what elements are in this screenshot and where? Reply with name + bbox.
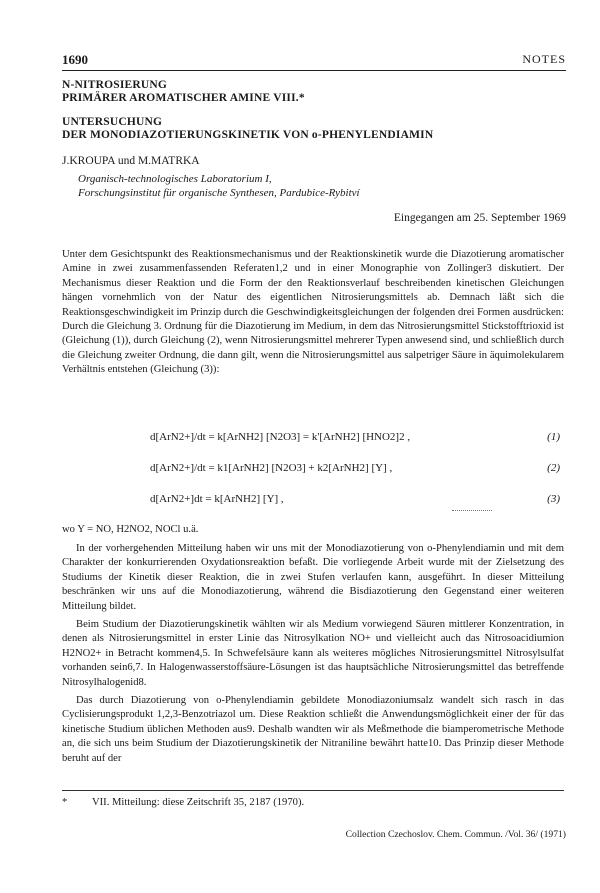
footnote-marker: * xyxy=(62,797,68,808)
equation-formula: d[ArN2+]/dt = k[ArNH2] [N2O3] = k'[ArNH2] [HNO2]2 , xyxy=(150,431,411,443)
title-block-1 xyxy=(62,79,582,105)
equation xyxy=(62,493,564,509)
footnote-text: VII. Mitteilung: diese Zeitschrift 35, 2187 (1970). xyxy=(92,797,305,808)
equation-number: (1) xyxy=(547,431,560,443)
body-paragraph: Das durch Diazotierung von o-Phenylendiamin gebildete Monodiazoniumsalz wandelt sich rasch in das Cyclisierungsprodukt 1,2,3-Benzotriazol um. Diese Reaktion schließt die Anwendungsmöglichkeit einer der für das kinetische Studium üblichen Methoden aus9. Deshalb wandten wir als Meßmethode die biamperometrische Methode an, die sich uns beim Studium der Diazotierungskinetik der Nitraniline bewährt hatte10. Das Prinzip dieser Methode beruht auf der xyxy=(62,695,564,764)
title-line: DER MONODIAZOTIERUNGSKINETIK VON o-PHENYLENDIAMIN xyxy=(62,129,434,141)
equation-number: (2) xyxy=(547,462,560,474)
equation xyxy=(62,462,564,478)
body-paragraph: In der vorhergehenden Mitteilung haben wir uns mit der Monodiazotierung von o-Phenylendiamin und mit dem Charakter der konkurrierenden Oxydationsreaktion befaßt. Die vorliegende Arbeit wurde mit der Zielsetzung des Studiums der Kinetik dieser Reaktion, die in zwei Stufen verlaufen kann, ausgeführt. In dieser Mitteilung beschränken wir uns auf die Monodiazotierung, während die Bisdiazotierung den Gegenstand einer weiteren Mitteilung bildet. xyxy=(62,543,564,612)
equation-formula: d[ArN2+]/dt = k1[ArNH2] [N2O3] + k2[ArNH2] [Y] , xyxy=(150,462,393,474)
equation-number: (3) xyxy=(547,493,560,505)
authors: J.KROUPA und M.MATRKA xyxy=(62,155,200,167)
title-line: N-NITROSIERUNG xyxy=(62,79,168,91)
body-paragraph: Beim Studium der Diazotierungskinetik wählten wir als Medium vorwiegend Säuren mittlerer Konzentration, in denen als Nitrosierungsmittel in erster Linie das Nitrosylkation NO+ und vielleicht auch das Nitrosoacidiumion H2NO2+ in Betracht kommen4,5. In Schwefelsäure kann als weiteres mögliches Nitrosierungsmittel Nitrosylsulfat vorhanden sein6,7. In Halogenwasserstoffsäure-Lösungen ist das hauptsächliche Nitrosierungsmittel das betreffende Nitrosylhalogenid8. xyxy=(62,619,564,688)
affiliation xyxy=(78,172,360,200)
scan-mark xyxy=(452,510,492,511)
title-block-2 xyxy=(62,116,582,142)
section-label: NOTES xyxy=(522,52,566,66)
equation xyxy=(62,431,564,447)
title-line: UNTERSUCHUNG xyxy=(62,116,163,128)
running-header xyxy=(62,52,566,70)
where-line: wo Y = NO, H2NO2, NOCl u.ä. xyxy=(62,524,199,535)
affiliation-line: Forschungsinstitut für organische Synthesen, Pardubice-Rybitví xyxy=(78,187,360,199)
title-line: PRIMÄRER AROMATISCHER AMINE VIII.* xyxy=(62,92,305,104)
header-rule xyxy=(62,70,566,71)
equation-formula: d[ArN2+]dt = k[ArNH2] [Y] , xyxy=(150,493,284,505)
body-paragraph: Unter dem Gesichtspunkt des Reaktionsmechanismus und der Reaktionskinetik wurde die Diazotierung aromatischer Amine in zwei zusammenfassenden Referaten1,2 und in einer Monographie von Zollinger3 diskutiert. Der Mechanismus dieser Reaktion und die Form der den Reaktionsverlauf beschreibenden kinetischen Gleichungen hängen vornehmlich von der Natur des eigentlichen Nitrosierungsmittels ab. Demnach läßt sich die Reaktionsgeschwindigkeit im Prinzip durch die Geschwindigkeitsgleichungen der folgenden drei Formen ausdrücken: Durch die Gleichung 3. Ordnung für die Diazotierung im Medium, in dem das Nitrosierungsmittel Stickstofftrioxid ist (Gleichung (1)), durch Gleichung (2), wenn Nitrosierungsmittel mehrerer Typen anwesend sind, und schließlich durch die Gleichung zweiter Ordnung, die dann gilt, wenn die Nitrosierungsmittel aus salpetriger Säure in äquimolekularem Verhältnis entstehen (Gleichung (3)): xyxy=(62,249,564,376)
page-number: 1690 xyxy=(62,52,88,67)
journal-footer: Collection Czechoslov. Chem. Commun. /Vol. 36/ (1971) xyxy=(345,829,566,840)
footnote-rule xyxy=(62,790,564,791)
received-date: Eingegangen am 25. September 1969 xyxy=(393,212,566,224)
affiliation-line: Organisch-technologisches Laboratorium I, xyxy=(78,173,272,185)
